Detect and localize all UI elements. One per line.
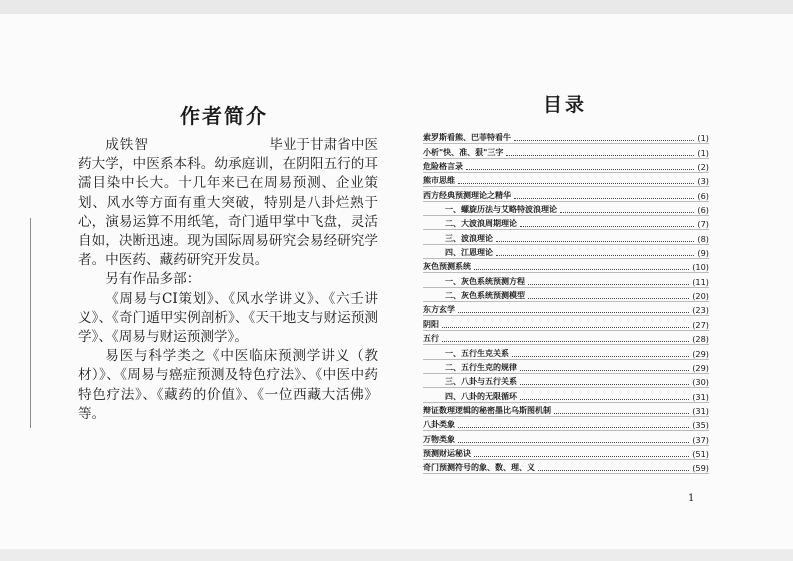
toc-entry: [423, 360, 709, 374]
toc-entry-label: 三、波浪理论: [445, 233, 493, 243]
toc-entry-page: (10): [692, 262, 709, 273]
toc-entry-page: (6): [697, 190, 709, 201]
toc-leader-dots: [458, 312, 689, 313]
toc-entry-page: (3): [697, 176, 709, 187]
toc-entry: [423, 288, 709, 302]
toc-leader-dots: [528, 284, 689, 285]
toc-entry-label: 二、五行生克的规律: [445, 362, 517, 372]
toc-entry-label: 灰色预测系统: [423, 262, 471, 272]
toc-entry: [423, 144, 709, 158]
toc-entry-label: 奇门预测符号的象、数、理、义: [423, 463, 535, 473]
author-name: 成铁智: [105, 137, 149, 153]
toc-leader-dots: [442, 341, 689, 342]
toc-entry: [423, 460, 709, 474]
toc-list: [423, 130, 709, 474]
toc-entry-label: 四、江恩理论: [445, 248, 493, 258]
scan-border-top: [0, 0, 793, 14]
toc-leader-dots: [458, 183, 694, 184]
toc-entry-label: 一、灰色系统预测方程: [445, 276, 525, 286]
left-page: [58, 82, 376, 502]
toc-entry-label: 阴阳: [423, 319, 439, 329]
toc-entry-page: (29): [692, 362, 709, 373]
toc-entry-label: 一、螺旋历法与艾略特波浪理论: [445, 205, 557, 215]
toc-entry-page: (1): [697, 133, 709, 144]
toc-entry-page: (37): [692, 434, 709, 445]
author-intro-first: 毕业于甘肃省中医: [269, 137, 378, 153]
toc-entry-page: (51): [692, 448, 709, 459]
toc-leader-dots: [514, 140, 694, 141]
toc-entry: [423, 187, 709, 201]
toc-entry-page: (29): [692, 348, 709, 359]
toc-entry-label: 西方经典预测理论之精华: [423, 190, 511, 200]
toc-entry: [423, 230, 709, 244]
works-intro: 另有作品多部：: [105, 271, 201, 288]
author-intro-body: [78, 136, 378, 424]
toc-entry-label: 三、八卦与五行关系: [445, 377, 517, 387]
toc-entry: [423, 302, 709, 316]
toc-leader-dots: [514, 198, 694, 199]
toc-entry: [423, 259, 709, 273]
toc-entry-page: (59): [692, 463, 709, 474]
toc-leader-dots: [474, 269, 689, 270]
toc-entry-label: 熊市思维: [423, 176, 455, 186]
toc-entry-page: (2): [697, 162, 709, 173]
toc-leader-dots: [520, 399, 689, 400]
toc-leader-dots: [496, 241, 694, 242]
page-number: 1: [688, 493, 695, 504]
toc-entry: [423, 173, 709, 187]
toc-title: 目录: [543, 94, 588, 116]
toc-entry: [423, 130, 709, 144]
toc-entry-label: 五行: [423, 334, 439, 344]
toc-leader-dots: [538, 470, 689, 471]
toc-entry: [423, 345, 709, 359]
toc-entry-page: (8): [697, 233, 709, 244]
toc-leader-dots: [506, 155, 694, 156]
toc-leader-dots: [520, 226, 694, 227]
toc-entry-page: (31): [692, 405, 709, 416]
toc-leader-dots: [496, 255, 694, 256]
author-intro-paragraph: 药大学，中医系本科。幼承庭训，在阴阳五行的耳濡目染中长大。十几年来已在周易预测、企业策划、风水等方面有重大突破，特别是八卦烂熟于心，演易运算不用纸笔，奇门遁甲掌中飞盘，灵活自如，决断迅速。现为国际周易研究会易经研究学者。中医药、藏药研究开发员。: [78, 156, 378, 269]
author-intro-title: 作者简介: [180, 104, 268, 128]
toc-entry-page: (6): [697, 205, 709, 216]
toc-leader-dots: [442, 327, 689, 328]
toc-entry-page: (23): [692, 305, 709, 316]
toc-entry-label: 二、大波浪周期理论: [445, 219, 517, 229]
toc-entry-page: (31): [692, 391, 709, 402]
toc-leader-dots: [458, 427, 689, 428]
toc-entry-page: (7): [697, 219, 709, 230]
toc-entry-label: 东方玄学: [423, 305, 455, 315]
toc-entry: [423, 417, 709, 431]
toc-entry-label: 四、八卦的无限循环: [445, 391, 517, 401]
toc-entry-page: (35): [692, 420, 709, 431]
toc-entry: [423, 431, 709, 445]
toc-leader-dots: [474, 456, 689, 457]
toc-entry-page: (30): [692, 377, 709, 388]
toc-entry: [423, 388, 709, 402]
toc-leader-dots: [466, 169, 694, 170]
toc-entry: [423, 446, 709, 460]
toc-entry: [423, 245, 709, 259]
toc-leader-dots: [512, 356, 689, 357]
toc-entry: [423, 216, 709, 230]
toc-entry-page: (20): [692, 291, 709, 302]
toc-entry: [423, 403, 709, 417]
toc-leader-dots: [520, 370, 689, 371]
toc-leader-dots: [520, 384, 689, 385]
toc-entry-page: (27): [692, 319, 709, 330]
toc-entry-label: 索罗斯看熊、巴菲特看牛: [423, 133, 511, 143]
toc-entry: [423, 273, 709, 287]
toc-leader-dots: [554, 413, 689, 414]
works-yi-list: 《周易与CI策划》、《风水学讲义》、《六壬讲义》、《奇门遁甲实例剖析》、《天干地支与财运预测学》、《周易与财运预测学》。: [78, 290, 378, 346]
toc-entry-page: (1): [697, 147, 709, 158]
toc-entry: [423, 374, 709, 388]
toc-entry-page: (11): [692, 276, 709, 287]
toc-entry-label: 小析"快、准、狠"三字: [423, 147, 504, 157]
works-medicine-list: 易医与科学类之《中医临床预测学讲义（教材）》、《周易与癌症预测及特色疗法》、《中医中药特色疗法》、《藏药的价值》、《一位西藏大活佛》等。: [78, 348, 378, 422]
toc-entry-label: 危险格言录: [423, 162, 463, 172]
toc-entry: [423, 159, 709, 173]
toc-entry-label: 辩证数理逻辑的秘密墨比乌斯图机制: [423, 405, 551, 415]
author-line: [78, 136, 378, 155]
toc-entry-label: 预测财运秘诀: [423, 448, 471, 458]
toc-leader-dots: [528, 298, 689, 299]
toc-leader-dots: [458, 442, 689, 443]
toc-entry-label: 八卦类象: [423, 420, 455, 430]
toc-entry-label: 二、灰色系统预测模型: [445, 291, 525, 301]
scan-margin-line: [30, 218, 31, 428]
toc-entry-page: (28): [692, 334, 709, 345]
toc-entry-label: 一、五行生克关系: [445, 348, 509, 358]
toc-entry: [423, 331, 709, 345]
toc-entry-page: (9): [697, 248, 709, 259]
toc-entry: [423, 316, 709, 330]
toc-entry-label: 万物类象: [423, 434, 455, 444]
toc-entry: [423, 202, 709, 216]
toc-leader-dots: [560, 212, 694, 213]
scan-border-bottom: [0, 549, 793, 561]
